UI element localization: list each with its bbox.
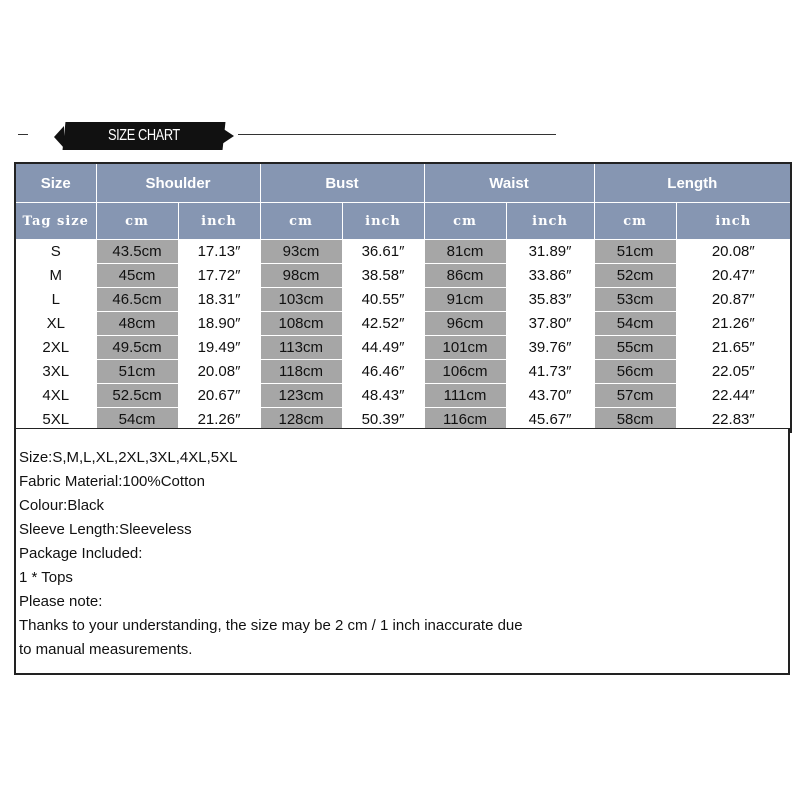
measurement-cell: 111cm bbox=[424, 384, 506, 408]
header-bust: Bust bbox=[260, 163, 424, 203]
table-row bbox=[15, 288, 791, 312]
size-chart-table bbox=[14, 162, 792, 433]
measurement-cell: 18.31″ bbox=[178, 288, 260, 312]
measurement-cell: 19.49″ bbox=[178, 336, 260, 360]
measurement-cell: 46.5cm bbox=[96, 288, 178, 312]
measurement-cell: 58cm bbox=[594, 408, 676, 433]
measurement-cell: 86cm bbox=[424, 264, 506, 288]
measurement-cell: 17.72″ bbox=[178, 264, 260, 288]
size-chart-banner bbox=[18, 118, 558, 152]
size-cell: S bbox=[15, 240, 96, 264]
note-fabric: Fabric Material:100%Cotton bbox=[19, 473, 205, 490]
header-size: Size bbox=[15, 163, 96, 203]
measurement-cell: 51cm bbox=[96, 360, 178, 384]
group-header-row bbox=[15, 163, 791, 203]
unit-header: cm bbox=[260, 203, 342, 240]
measurement-cell: 54cm bbox=[96, 408, 178, 433]
measurement-cell: 51cm bbox=[594, 240, 676, 264]
table-row bbox=[15, 264, 791, 288]
measurement-cell: 42.52″ bbox=[342, 312, 424, 336]
measurement-cell: 52.5cm bbox=[96, 384, 178, 408]
measurement-cell: 118cm bbox=[260, 360, 342, 384]
unit-header: Tag size bbox=[15, 203, 96, 240]
measurement-cell: 22.44″ bbox=[676, 384, 791, 408]
note-package-heading: Package Included: bbox=[19, 545, 143, 562]
measurement-cell: 52cm bbox=[594, 264, 676, 288]
measurement-cell: 20.08″ bbox=[676, 240, 791, 264]
measurement-cell: 38.58″ bbox=[342, 264, 424, 288]
unit-header-row bbox=[15, 203, 791, 240]
measurement-cell: 113cm bbox=[260, 336, 342, 360]
measurement-cell: 106cm bbox=[424, 360, 506, 384]
measurement-cell: 56cm bbox=[594, 360, 676, 384]
measurement-cell: 128cm bbox=[260, 408, 342, 433]
note-accuracy-2: to manual measurements. bbox=[19, 641, 193, 658]
measurement-cell: 35.83″ bbox=[506, 288, 594, 312]
banner-rule bbox=[238, 134, 556, 135]
table-row bbox=[15, 384, 791, 408]
measurement-cell: 40.55″ bbox=[342, 288, 424, 312]
size-cell: 2XL bbox=[15, 336, 96, 360]
measurement-cell: 48cm bbox=[96, 312, 178, 336]
banner-dash bbox=[18, 134, 28, 135]
note-accuracy-1: Thanks to your understanding, the size may be 2 cm / 1 inch inaccurate due bbox=[19, 617, 523, 634]
unit-header: cm bbox=[424, 203, 506, 240]
measurement-cell: 20.47″ bbox=[676, 264, 791, 288]
note-size: Size:S,M,L,XL,2XL,3XL,4XL,5XL bbox=[19, 449, 238, 466]
header-waist: Waist bbox=[424, 163, 594, 203]
note-sleeve: Sleeve Length:Sleeveless bbox=[19, 521, 192, 538]
measurement-cell: 21.65″ bbox=[676, 336, 791, 360]
unit-header: inch bbox=[178, 203, 260, 240]
measurement-cell: 50.39″ bbox=[342, 408, 424, 433]
size-cell: XL bbox=[15, 312, 96, 336]
measurement-cell: 101cm bbox=[424, 336, 506, 360]
measurement-cell: 20.87″ bbox=[676, 288, 791, 312]
unit-header: inch bbox=[342, 203, 424, 240]
measurement-cell: 57cm bbox=[594, 384, 676, 408]
banner-right-notch bbox=[222, 128, 234, 144]
measurement-cell: 116cm bbox=[424, 408, 506, 433]
table-row bbox=[15, 240, 791, 264]
note-please-note: Please note: bbox=[19, 593, 103, 610]
measurement-cell: 81cm bbox=[424, 240, 506, 264]
measurement-cell: 33.86″ bbox=[506, 264, 594, 288]
size-cell: 3XL bbox=[15, 360, 96, 384]
unit-header: inch bbox=[676, 203, 791, 240]
measurement-cell: 20.08″ bbox=[178, 360, 260, 384]
measurement-cell: 45cm bbox=[96, 264, 178, 288]
measurement-cell: 36.61″ bbox=[342, 240, 424, 264]
measurement-cell: 22.05″ bbox=[676, 360, 791, 384]
measurement-cell: 17.13″ bbox=[178, 240, 260, 264]
header-shoulder: Shoulder bbox=[96, 163, 260, 203]
size-cell: 4XL bbox=[15, 384, 96, 408]
measurement-cell: 44.49″ bbox=[342, 336, 424, 360]
measurement-cell: 21.26″ bbox=[676, 312, 791, 336]
table-row bbox=[15, 336, 791, 360]
unit-header: inch bbox=[506, 203, 594, 240]
measurement-cell: 103cm bbox=[260, 288, 342, 312]
measurement-cell: 123cm bbox=[260, 384, 342, 408]
banner-title: SIZE CHART bbox=[108, 127, 180, 144]
note-package-contents: 1 * Tops bbox=[19, 569, 73, 586]
table-row bbox=[15, 360, 791, 384]
size-cell: M bbox=[15, 264, 96, 288]
measurement-cell: 43.70″ bbox=[506, 384, 594, 408]
measurement-cell: 54cm bbox=[594, 312, 676, 336]
size-cell: 5XL bbox=[15, 408, 96, 433]
measurement-cell: 31.89″ bbox=[506, 240, 594, 264]
measurement-cell: 53cm bbox=[594, 288, 676, 312]
measurement-cell: 22.83″ bbox=[676, 408, 791, 433]
measurement-cell: 21.26″ bbox=[178, 408, 260, 433]
measurement-cell: 96cm bbox=[424, 312, 506, 336]
table-row bbox=[15, 312, 791, 336]
banner-title-box bbox=[63, 122, 226, 150]
measurement-cell: 49.5cm bbox=[96, 336, 178, 360]
measurement-cell: 98cm bbox=[260, 264, 342, 288]
measurement-cell: 37.80″ bbox=[506, 312, 594, 336]
measurement-cell: 108cm bbox=[260, 312, 342, 336]
measurement-cell: 93cm bbox=[260, 240, 342, 264]
product-notes bbox=[14, 428, 790, 675]
measurement-cell: 46.46″ bbox=[342, 360, 424, 384]
measurement-cell: 55cm bbox=[594, 336, 676, 360]
measurement-cell: 45.67″ bbox=[506, 408, 594, 433]
size-cell: L bbox=[15, 288, 96, 312]
measurement-cell: 39.76″ bbox=[506, 336, 594, 360]
measurement-cell: 18.90″ bbox=[178, 312, 260, 336]
header-length: Length bbox=[594, 163, 791, 203]
measurement-cell: 91cm bbox=[424, 288, 506, 312]
measurement-cell: 43.5cm bbox=[96, 240, 178, 264]
unit-header: cm bbox=[594, 203, 676, 240]
measurement-cell: 48.43″ bbox=[342, 384, 424, 408]
unit-header: cm bbox=[96, 203, 178, 240]
measurement-cell: 41.73″ bbox=[506, 360, 594, 384]
measurement-cell: 20.67″ bbox=[178, 384, 260, 408]
note-colour: Colour:Black bbox=[19, 497, 105, 514]
